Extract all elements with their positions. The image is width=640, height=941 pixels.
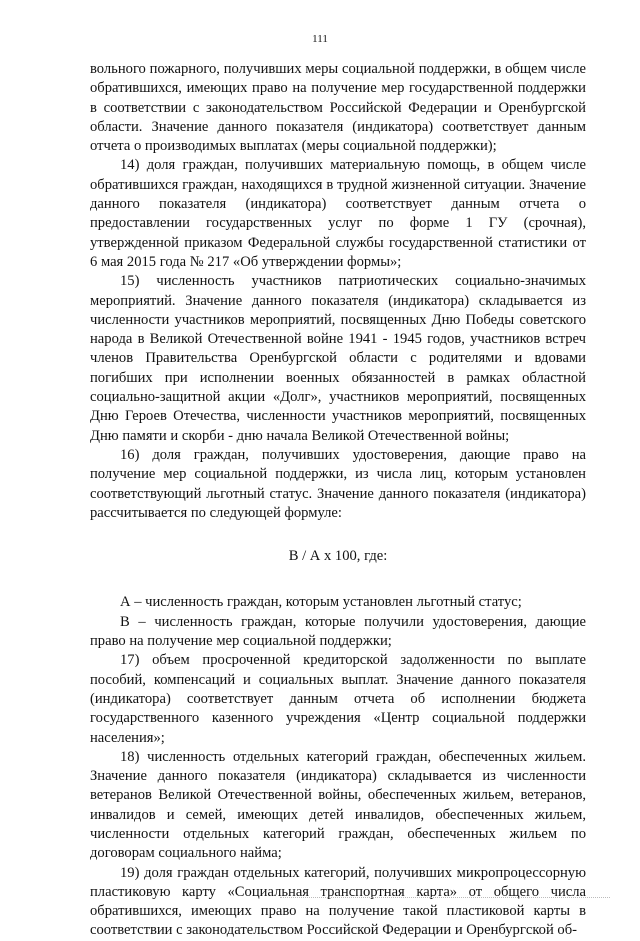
formula: В / А х 100, где: [288,548,388,565]
paragraph-item-16: 16) доля граждан, получивших удостоверения, дающие право на получение мер социальной поддержки, из числа лиц, которым установлен соответствующий льготный статус. Значение данного показателя (индикатора) рассчитывается по следующей формуле: [90,446,586,521]
formula-definition-a: А – численность граждан, которым установлен льготный статус; [120,594,522,611]
scan-artifact-line [280,897,610,901]
document-body [90,60,586,941]
page-number: 111 [312,33,328,45]
paragraph-item-18: 18) численность отдельных категорий граждан, обеспеченных жильем. Значение данного показателя (индикатора) складывается из численности ветеранов Великой Отечественной войны, обеспеченных жильем, ветеранов, инвалидов и семей, имеющих детей инвалидов, обеспеченных жильем, численности отдельных категорий граждан, обеспеченных жильем по договорам социального найма; [90,748,586,862]
formula-definition-b: В – численность граждан, которые получили удостоверения, дающие право на получение мер социальной поддержки; [90,613,586,650]
paragraph-continuation: вольного пожарного, получивших меры социальной поддержки, в общем числе обратившихся, имеющих право на получение мер государственной поддержки в соответствии с законодательством Российской Федерации и Оренбургской области. Значение данного показателя (индикатора) соответствует данным отчета о производимых выплатах (меры социальной поддержки); [90,61,586,155]
paragraph-item-15: 15) численность участников патриотических социально-значимых мероприятий. Значение данного показателя (индикатора) складывается из численности участников мероприятий, посвященных Дню Победы советского народа в Великой Отечественной войне 1941 - 1945 годов, участников встреч членов Правительства Оренбургской области с родителями и вдовами погибших при исполнении военных обязанностей в рамках областной социально-защитной акции «Долг», участников мероприятий, посвященных Дню Героев Отечества, численности участников мероприятий, посвященных Дню памяти и скорби - дню начала Великой Отечественной войны; [90,273,586,444]
paragraph-item-17: 17) объем просроченной кредиторской задолженности по выплате пособий, компенсаций и социальных выплат. Значение данного показателя (индикатора) соответствует данным отчета об исполнении бюджета государственного казенного учреждения «Центр социальной поддержки населения»; [90,652,586,746]
paragraph-item-19: 19) доля граждан отдельных категорий, получивших микропроцессорную пластиковую карту «Социальная транспортная карта» от общего числа обратившихся, имеющих право на получение такой пластиковой карты в соответствии с законодательством Российской Федерации и Оренбургской об- [90,864,586,939]
paragraph-item-14: 14) доля граждан, получивших материальную помощь, в общем числе обратившихся граждан, находящихся в трудной жизненной ситуации. Значение данного показателя (индикатора) соответствует данным отчета о предоставлении государственных услуг по форме 1 ГУ (срочная), утвержденной приказом Федеральной службы государственной статистики от 6 мая 2015 года № 217 «Об утверждении формы»; [90,157,586,270]
